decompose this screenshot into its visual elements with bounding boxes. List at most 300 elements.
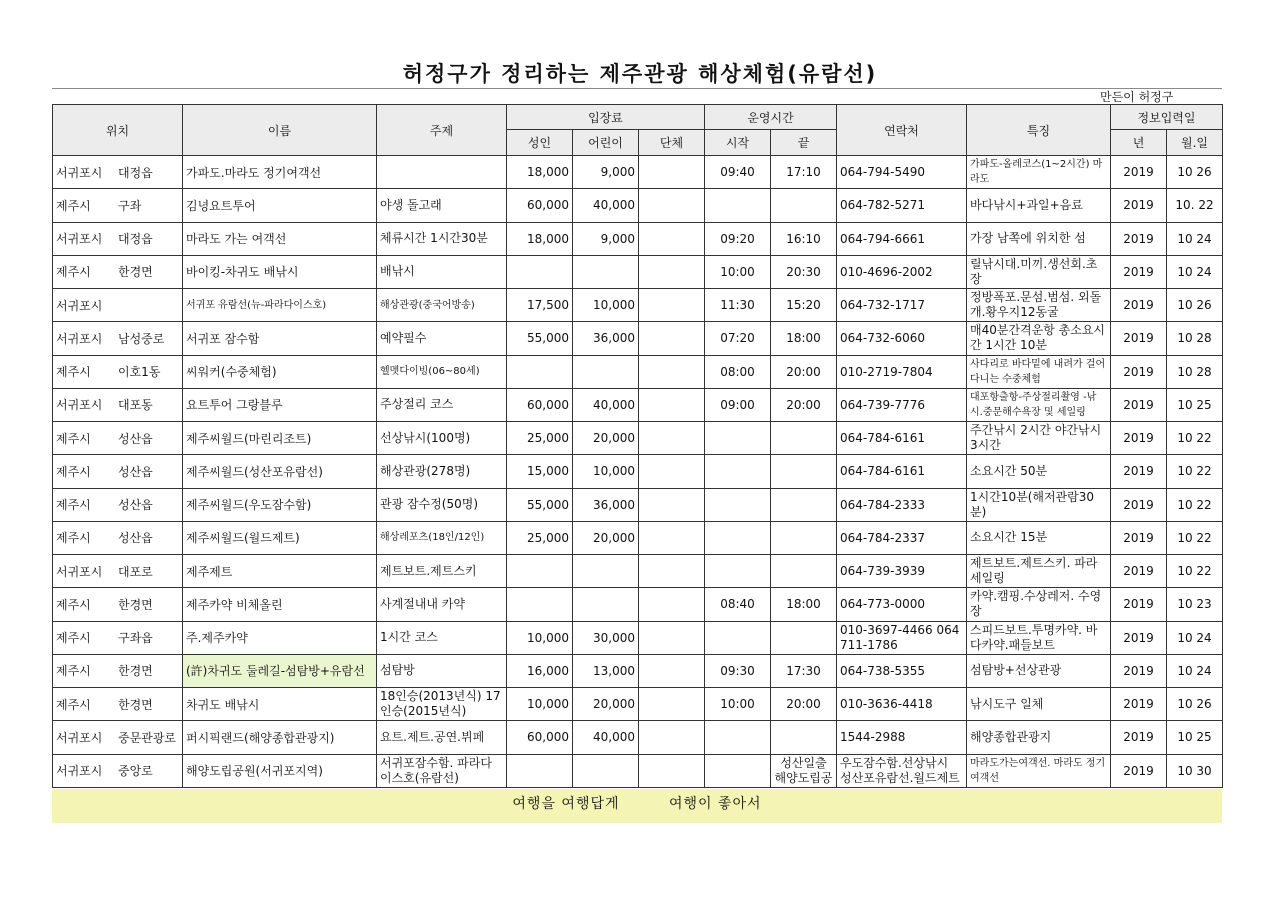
cell-location <box>53 621 183 654</box>
cell-city: 제주시 <box>56 597 91 612</box>
cell-fee-child <box>573 555 639 588</box>
cell-fee-group <box>639 488 705 521</box>
cell-month-day: 10 24 <box>1167 621 1223 654</box>
cell-month-day: 10 25 <box>1167 388 1223 421</box>
cell-start: 10:00 <box>705 255 771 288</box>
cell-location <box>53 355 183 388</box>
cell-contact: 010-4696-2002 <box>837 255 967 288</box>
cell-district: 성산읍 <box>118 498 153 513</box>
cell-district: 한경면 <box>118 664 153 679</box>
cell-fee-group <box>639 555 705 588</box>
cell-end <box>771 488 837 521</box>
header-hours: 운영시간 <box>705 105 837 130</box>
cell-fee-group <box>639 521 705 554</box>
table-row <box>53 322 1223 355</box>
cell-start <box>705 721 771 754</box>
cell-end: 17:30 <box>771 654 837 687</box>
footer-slogan-2: 여행이 좋아서 <box>668 796 762 812</box>
cell-year: 2019 <box>1111 521 1167 554</box>
table-body <box>53 156 1223 788</box>
cell-district: 구좌 <box>118 198 142 213</box>
cell-fee-group <box>639 721 705 754</box>
cell-start <box>705 555 771 588</box>
cell-city: 제주시 <box>56 697 91 712</box>
cell-district: 남성중로 <box>118 331 165 346</box>
cell-location <box>53 488 183 521</box>
footer-banner <box>52 789 1222 823</box>
cell-month-day: 10 26 <box>1167 688 1223 721</box>
cell-end <box>771 521 837 554</box>
tour-table <box>52 104 1223 788</box>
cell-location <box>53 289 183 322</box>
cell-month-day: 10 22 <box>1167 422 1223 455</box>
cell-feature: 카약.캠핑.수상레저. 수영장 <box>967 588 1111 621</box>
cell-feature: 스피드보트.투명카약. 바다카약.패들보트 <box>967 621 1111 654</box>
table-row <box>53 654 1223 687</box>
cell-district: 대포로 <box>118 564 153 579</box>
cell-end: 15:20 <box>771 289 837 322</box>
cell-fee-adult: 60,000 <box>507 721 573 754</box>
cell-fee-group <box>639 289 705 322</box>
cell-district: 이호1동 <box>118 365 161 380</box>
header-contact: 연락처 <box>837 105 967 156</box>
cell-year: 2019 <box>1111 621 1167 654</box>
cell-end: 20:00 <box>771 388 837 421</box>
cell-fee-adult: 25,000 <box>507 422 573 455</box>
header-fee-adult: 성인 <box>507 130 573 156</box>
cell-month-day: 10 25 <box>1167 721 1223 754</box>
cell-year: 2019 <box>1111 588 1167 621</box>
cell-start <box>705 488 771 521</box>
cell-month-day: 10 24 <box>1167 255 1223 288</box>
cell-name: 서귀포 잠수함 <box>183 322 377 355</box>
cell-fee-group <box>639 688 705 721</box>
cell-city: 제주시 <box>56 464 91 479</box>
cell-theme: 1시간 코스 <box>377 621 507 654</box>
cell-theme: 해상관광(중국어방송) <box>377 289 507 322</box>
cell-fee-child: 36,000 <box>573 488 639 521</box>
table-row <box>53 521 1223 554</box>
cell-start: 09:30 <box>705 654 771 687</box>
cell-fee-group <box>639 754 705 787</box>
cell-start: 08:00 <box>705 355 771 388</box>
cell-fee-group <box>639 255 705 288</box>
cell-theme <box>377 156 507 189</box>
cell-year: 2019 <box>1111 388 1167 421</box>
cell-city: 서귀포시 <box>56 232 103 247</box>
cell-contact: 064-739-7776 <box>837 388 967 421</box>
header-entry-date: 정보입력일 <box>1111 105 1223 130</box>
header-fee-child: 어린이 <box>573 130 639 156</box>
cell-fee-adult: 55,000 <box>507 488 573 521</box>
cell-name: 제주카약 비체올린 <box>183 588 377 621</box>
table-row <box>53 555 1223 588</box>
cell-start: 09:40 <box>705 156 771 189</box>
cell-name: 요트투어 그랑블루 <box>183 388 377 421</box>
cell-fee-child <box>573 588 639 621</box>
cell-theme: 제트보트.제트스키 <box>377 555 507 588</box>
title-underline <box>52 88 1222 89</box>
cell-start: 10:00 <box>705 688 771 721</box>
cell-fee-child <box>573 355 639 388</box>
cell-fee-child: 40,000 <box>573 388 639 421</box>
cell-name: 제주씨월드(우도잠수함) <box>183 488 377 521</box>
cell-month-day: 10 26 <box>1167 156 1223 189</box>
table-row <box>53 156 1223 189</box>
cell-location <box>53 156 183 189</box>
cell-end: 17:10 <box>771 156 837 189</box>
table-row <box>53 621 1223 654</box>
cell-fee-group <box>639 156 705 189</box>
cell-name: 제주제트 <box>183 555 377 588</box>
cell-fee-group <box>639 621 705 654</box>
cell-feature: 마라도가는여객선. 마라도 정기여객선 <box>967 754 1111 787</box>
table-row <box>53 189 1223 222</box>
cell-feature: 제트보트.제트스키. 파라세일링 <box>967 555 1111 588</box>
cell-feature: 정방폭포.문섬.범섬. 외돌개.황우지12동굴 <box>967 289 1111 322</box>
cell-month-day: 10. 22 <box>1167 189 1223 222</box>
cell-contact: 064-732-6060 <box>837 322 967 355</box>
cell-year: 2019 <box>1111 322 1167 355</box>
table-row <box>53 289 1223 322</box>
cell-district: 대정읍 <box>118 165 153 180</box>
cell-month-day: 10 28 <box>1167 322 1223 355</box>
header-theme: 주제 <box>377 105 507 156</box>
cell-fee-adult: 18,000 <box>507 222 573 255</box>
cell-theme: 섬탐방 <box>377 654 507 687</box>
cell-theme: 배낚시 <box>377 255 507 288</box>
table-row <box>53 721 1223 754</box>
cell-year: 2019 <box>1111 355 1167 388</box>
header-fee: 입장료 <box>507 105 705 130</box>
cell-feature: 바다낚시+과일+음료 <box>967 189 1111 222</box>
cell-fee-group <box>639 388 705 421</box>
cell-name: 제주씨월드(월드제트) <box>183 521 377 554</box>
cell-fee-adult <box>507 555 573 588</box>
cell-name: 마라도 가는 여객선 <box>183 222 377 255</box>
header-fee-group: 단체 <box>639 130 705 156</box>
cell-location <box>53 555 183 588</box>
cell-district: 한경면 <box>118 265 153 280</box>
cell-fee-group <box>639 422 705 455</box>
cell-year: 2019 <box>1111 555 1167 588</box>
cell-district: 한경면 <box>118 597 153 612</box>
page-title: 허정구가 정리하는 제주관광 해상체험(유람선) <box>402 62 878 86</box>
cell-contact: 064-784-6161 <box>837 455 967 488</box>
cell-feature: 낚시도구 일체 <box>967 688 1111 721</box>
cell-city: 서귀포시 <box>56 331 103 346</box>
cell-month-day: 10 30 <box>1167 754 1223 787</box>
cell-contact: 064-782-5271 <box>837 189 967 222</box>
header-entry-year: 년 <box>1111 130 1167 156</box>
cell-feature: 대포항출항-주상절리촬영 -낚시.중문해수욕장 및 세일링 <box>967 388 1111 421</box>
cell-fee-adult <box>507 754 573 787</box>
cell-year: 2019 <box>1111 289 1167 322</box>
cell-fee-adult <box>507 588 573 621</box>
cell-theme: 야생 돌고래 <box>377 189 507 222</box>
cell-month-day: 10 22 <box>1167 555 1223 588</box>
cell-theme: 서귀포잠수함. 파라다이스호(유람선) <box>377 754 507 787</box>
cell-end: 20:00 <box>771 355 837 388</box>
cell-end: 18:00 <box>771 588 837 621</box>
cell-location <box>53 388 183 421</box>
cell-feature: 가파도-올레코스(1~2시간) 마라도 <box>967 156 1111 189</box>
cell-month-day: 10 22 <box>1167 521 1223 554</box>
cell-fee-adult: 60,000 <box>507 388 573 421</box>
cell-start <box>705 455 771 488</box>
cell-location <box>53 455 183 488</box>
cell-location <box>53 322 183 355</box>
cell-start: 11:30 <box>705 289 771 322</box>
cell-fee-adult: 10,000 <box>507 688 573 721</box>
cell-name: 김녕요트투어 <box>183 189 377 222</box>
table-row <box>53 754 1223 787</box>
table-row <box>53 355 1223 388</box>
table-row <box>53 222 1223 255</box>
cell-location <box>53 688 183 721</box>
table-row <box>53 588 1223 621</box>
cell-fee-child <box>573 754 639 787</box>
cell-name: 제주씨월드(마린리조트) <box>183 422 377 455</box>
cell-district: 한경면 <box>118 697 153 712</box>
cell-start: 09:20 <box>705 222 771 255</box>
cell-district: 중앙로 <box>118 764 153 779</box>
cell-contact: 064-784-6161 <box>837 422 967 455</box>
header-location: 위치 <box>53 105 183 156</box>
cell-year: 2019 <box>1111 488 1167 521</box>
cell-fee-group <box>639 455 705 488</box>
cell-city: 서귀포시 <box>56 398 103 413</box>
table-row <box>53 455 1223 488</box>
cell-month-day: 10 23 <box>1167 588 1223 621</box>
cell-fee-child: 20,000 <box>573 688 639 721</box>
cell-feature: 가장 남쪽에 위치한 섬 <box>967 222 1111 255</box>
cell-fee-child: 40,000 <box>573 189 639 222</box>
cell-month-day: 10 22 <box>1167 488 1223 521</box>
cell-theme: 헬멧다이빙(06~80세) <box>377 355 507 388</box>
cell-district: 대정읍 <box>118 232 153 247</box>
cell-start: 09:00 <box>705 388 771 421</box>
cell-location <box>53 521 183 554</box>
cell-theme: 요트.제트.공연.뷔페 <box>377 721 507 754</box>
cell-contact: 064-738-5355 <box>837 654 967 687</box>
cell-contact: 064-739-3939 <box>837 555 967 588</box>
cell-month-day: 10 24 <box>1167 222 1223 255</box>
cell-feature: 릴낚시대.미끼.생선회.초장 <box>967 255 1111 288</box>
header-name: 이름 <box>183 105 377 156</box>
cell-month-day: 10 26 <box>1167 289 1223 322</box>
cell-start <box>705 189 771 222</box>
header-hours-start: 시작 <box>705 130 771 156</box>
cell-start <box>705 422 771 455</box>
cell-city: 제주시 <box>56 498 91 513</box>
cell-fee-child: 20,000 <box>573 422 639 455</box>
cell-fee-group <box>639 222 705 255</box>
table-row <box>53 255 1223 288</box>
cell-start: 08:40 <box>705 588 771 621</box>
cell-end: 16:10 <box>771 222 837 255</box>
cell-fee-child: 10,000 <box>573 289 639 322</box>
cell-district: 중문관광로 <box>118 730 176 745</box>
cell-name: 씨워커(수중체험) <box>183 355 377 388</box>
cell-fee-group <box>639 588 705 621</box>
cell-fee-adult: 55,000 <box>507 322 573 355</box>
cell-contact: 1544-2988 <box>837 721 967 754</box>
cell-name: 제주씨월드(성산포유람선) <box>183 455 377 488</box>
cell-end <box>771 455 837 488</box>
table-row <box>53 388 1223 421</box>
cell-theme: 주상절리 코스 <box>377 388 507 421</box>
cell-theme: 해상관광(278명) <box>377 455 507 488</box>
cell-contact: 064-773-0000 <box>837 588 967 621</box>
cell-end <box>771 555 837 588</box>
cell-name: 해양도립공원(서귀포지역) <box>183 754 377 787</box>
cell-contact: 010-3697-4466 064 711-1786 <box>837 621 967 654</box>
cell-location <box>53 255 183 288</box>
cell-fee-adult: 15,000 <box>507 455 573 488</box>
cell-year: 2019 <box>1111 688 1167 721</box>
cell-fee-adult: 10,000 <box>507 621 573 654</box>
cell-name: (許)차귀도 둘레길-섬탐방+유람선 <box>183 654 377 687</box>
cell-fee-child: 36,000 <box>573 322 639 355</box>
cell-location <box>53 654 183 687</box>
cell-fee-adult <box>507 355 573 388</box>
cell-location <box>53 422 183 455</box>
cell-feature: 매40분간격운항 총소요시간 1시간 10분 <box>967 322 1111 355</box>
cell-location <box>53 189 183 222</box>
cell-month-day: 10 28 <box>1167 355 1223 388</box>
cell-fee-child: 13,000 <box>573 654 639 687</box>
cell-location <box>53 588 183 621</box>
cell-district: 대포동 <box>118 398 153 413</box>
cell-fee-adult: 60,000 <box>507 189 573 222</box>
cell-fee-adult: 17,500 <box>507 289 573 322</box>
cell-city: 제주시 <box>56 431 91 446</box>
cell-start <box>705 754 771 787</box>
cell-fee-adult <box>507 255 573 288</box>
cell-name: 주.제주카약 <box>183 621 377 654</box>
cell-city: 제주시 <box>56 198 91 213</box>
cell-fee-group <box>639 322 705 355</box>
header-feature: 특징 <box>967 105 1111 156</box>
cell-fee-child: 30,000 <box>573 621 639 654</box>
cell-theme: 체류시간 1시간30분 <box>377 222 507 255</box>
cell-feature: 해양종합관광지 <box>967 721 1111 754</box>
cell-year: 2019 <box>1111 222 1167 255</box>
cell-year: 2019 <box>1111 754 1167 787</box>
cell-city: 서귀포시 <box>56 730 103 745</box>
author-label: 만든이 허정구 <box>1100 90 1174 104</box>
cell-month-day: 10 24 <box>1167 654 1223 687</box>
cell-city: 서귀포시 <box>56 764 103 779</box>
cell-contact: 064-732-1717 <box>837 289 967 322</box>
cell-city: 서귀포시 <box>56 298 103 313</box>
cell-fee-child <box>573 255 639 288</box>
cell-contact: 064-794-6661 <box>837 222 967 255</box>
table-row <box>53 422 1223 455</box>
cell-year: 2019 <box>1111 654 1167 687</box>
cell-location <box>53 721 183 754</box>
cell-feature: 1시간10분(해저관람30분) <box>967 488 1111 521</box>
cell-theme: 해상레포츠(18인/12인) <box>377 521 507 554</box>
cell-fee-child: 20,000 <box>573 521 639 554</box>
cell-district: 성산읍 <box>118 464 153 479</box>
cell-name: 서귀포 유람선(뉴-파라다이스호) <box>183 289 377 322</box>
cell-start <box>705 621 771 654</box>
cell-year: 2019 <box>1111 189 1167 222</box>
cell-feature: 주간낚시 2시간 야간낚시 3시간 <box>967 422 1111 455</box>
cell-fee-child: 9,000 <box>573 222 639 255</box>
cell-contact: 010-3636-4418 <box>837 688 967 721</box>
cell-fee-child: 9,000 <box>573 156 639 189</box>
cell-year: 2019 <box>1111 422 1167 455</box>
cell-feature: 소요시간 50분 <box>967 455 1111 488</box>
cell-name: 퍼시픽랜드(해양종합관광지) <box>183 721 377 754</box>
cell-year: 2019 <box>1111 255 1167 288</box>
cell-contact: 우도잠수함.선상낚시 성산포유람선.월드제트 <box>837 754 967 787</box>
cell-city: 서귀포시 <box>56 564 103 579</box>
cell-theme: 선상낚시(100명) <box>377 422 507 455</box>
cell-end: 18:00 <box>771 322 837 355</box>
cell-start <box>705 521 771 554</box>
cell-end <box>771 422 837 455</box>
cell-name: 차귀도 배낚시 <box>183 688 377 721</box>
cell-city: 서귀포시 <box>56 165 103 180</box>
cell-name: 바이킹-차귀도 배낚시 <box>183 255 377 288</box>
cell-feature: 소요시간 15분 <box>967 521 1111 554</box>
header-hours-end: 끝 <box>771 130 837 156</box>
cell-theme: 사계절내내 카약 <box>377 588 507 621</box>
table-row <box>53 488 1223 521</box>
cell-feature: 섬탐방+선상관광 <box>967 654 1111 687</box>
cell-month-day: 10 22 <box>1167 455 1223 488</box>
cell-fee-child: 40,000 <box>573 721 639 754</box>
cell-city: 제주시 <box>56 265 91 280</box>
cell-year: 2019 <box>1111 455 1167 488</box>
cell-contact: 010-2719-7804 <box>837 355 967 388</box>
cell-end <box>771 189 837 222</box>
cell-name: 가파도.마라도 정기여객선 <box>183 156 377 189</box>
cell-fee-adult: 16,000 <box>507 654 573 687</box>
cell-start: 07:20 <box>705 322 771 355</box>
cell-end <box>771 621 837 654</box>
cell-fee-child: 10,000 <box>573 455 639 488</box>
cell-fee-adult: 25,000 <box>507 521 573 554</box>
cell-district: 성산읍 <box>118 431 153 446</box>
cell-year: 2019 <box>1111 156 1167 189</box>
cell-fee-group <box>639 355 705 388</box>
cell-location <box>53 222 183 255</box>
cell-end: 20:00 <box>771 688 837 721</box>
table-row <box>53 688 1223 721</box>
cell-contact: 064-794-5490 <box>837 156 967 189</box>
cell-end <box>771 721 837 754</box>
footer-slogan-1: 여행을 여행답게 <box>512 796 620 812</box>
cell-district: 구좌읍 <box>118 631 153 646</box>
cell-feature: 사다리로 바다밑에 내려가 걸어다니는 수중체험 <box>967 355 1111 388</box>
cell-contact: 064-784-2337 <box>837 521 967 554</box>
cell-fee-group <box>639 189 705 222</box>
cell-theme: 18인승(2013년식) 17인승(2015년식) <box>377 688 507 721</box>
cell-year: 2019 <box>1111 721 1167 754</box>
cell-city: 제주시 <box>56 531 91 546</box>
cell-city: 제주시 <box>56 664 91 679</box>
cell-end: 20:30 <box>771 255 837 288</box>
cell-theme: 관광 잠수정(50명) <box>377 488 507 521</box>
cell-fee-adult: 18,000 <box>507 156 573 189</box>
cell-theme: 예약필수 <box>377 322 507 355</box>
cell-fee-group <box>639 654 705 687</box>
